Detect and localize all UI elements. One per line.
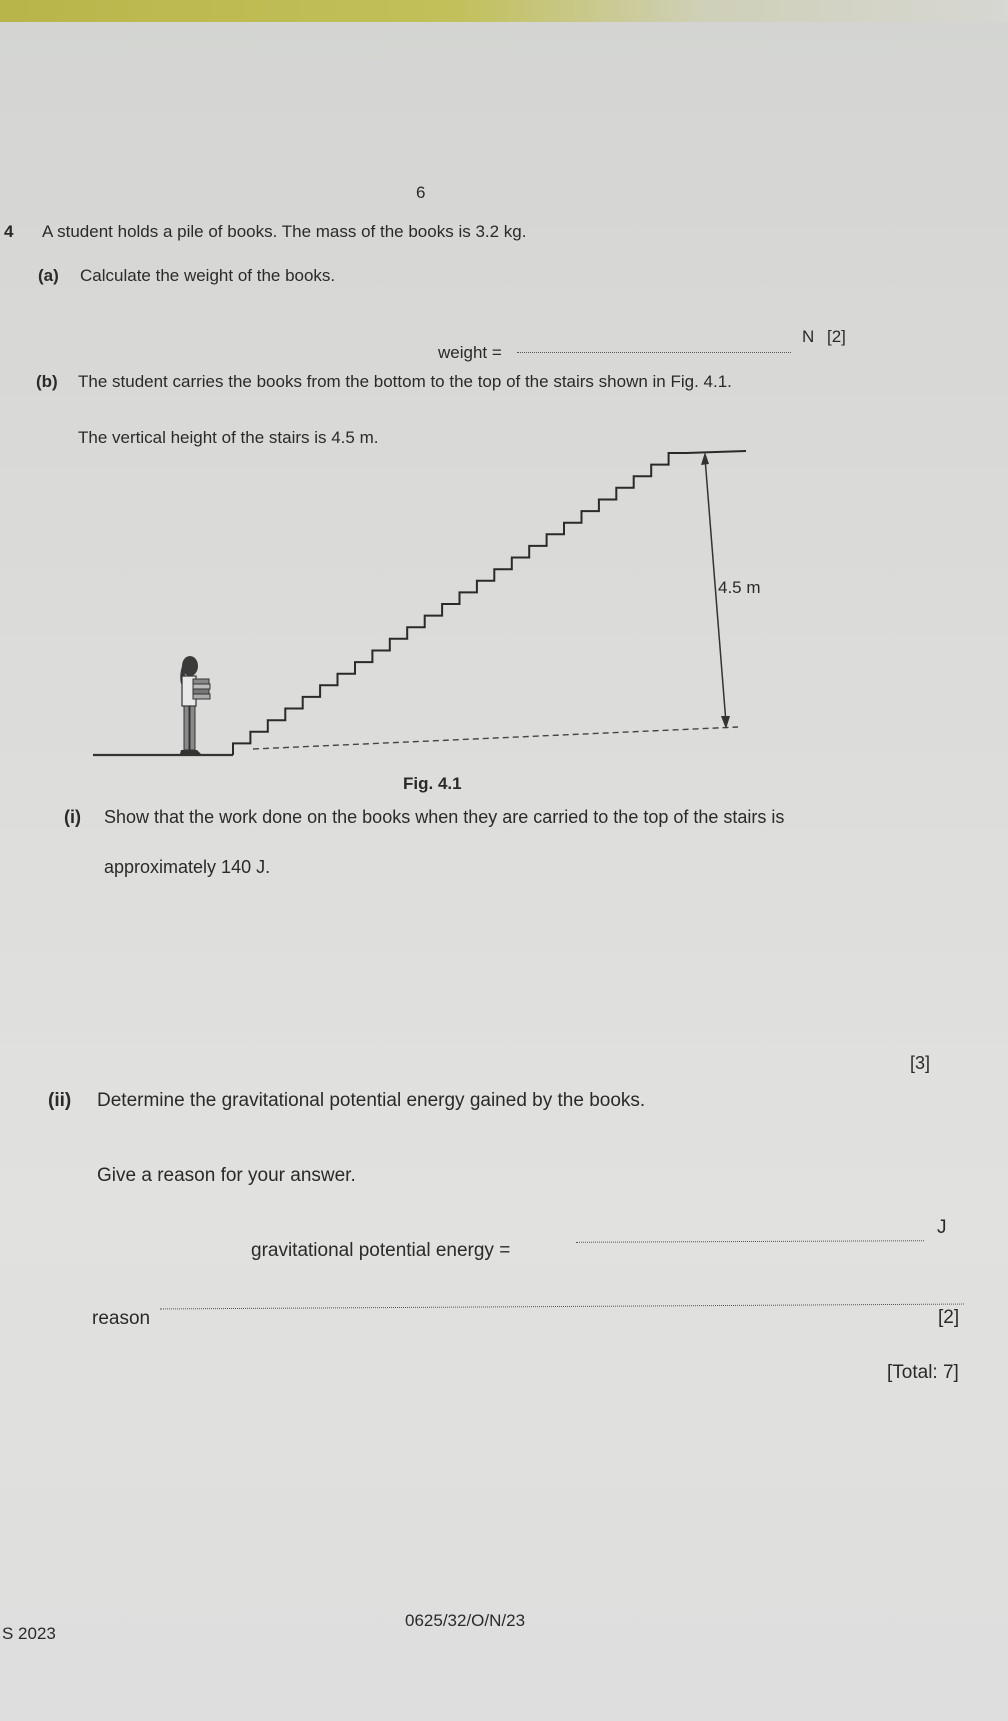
gpe-label: gravitational potential energy = — [251, 1240, 511, 1261]
sub-i-label: (i) — [64, 807, 81, 827]
sub-i-text-line1: Show that the work done on the books when they are carried to the top of the stairs is — [104, 807, 785, 827]
reason-label: reason — [92, 1308, 151, 1329]
question-total: [Total: 7] — [887, 1362, 959, 1383]
part-a-label: (a) — [38, 266, 59, 285]
footer-copyright: S 2023 — [2, 1624, 56, 1643]
sub-ii-text-line2: Give a reason for your answer. — [97, 1165, 356, 1186]
sub-i-text-line2: approximately 140 J. — [104, 857, 271, 877]
figure-caption: Fig. 4.1 — [403, 774, 462, 793]
part-b-text: The student carries the books from the bottom to the top of the stairs shown in Fig. 4.1. — [78, 372, 732, 391]
question-stem: A student holds a pile of books. The mass of the books is 3.2 kg. — [42, 222, 527, 241]
question-number: 4 — [4, 222, 14, 241]
part-a-marks: [2] — [827, 327, 846, 346]
student-figure — [180, 656, 210, 754]
footer-paper-code: 0625/32/O/N/23 — [405, 1611, 526, 1630]
weight-unit: N — [802, 327, 815, 346]
gpe-unit: J — [937, 1217, 947, 1238]
sub-ii-label: (ii) — [48, 1090, 72, 1111]
part-b-label: (b) — [36, 372, 58, 391]
staircase — [233, 453, 686, 755]
sub-ii-marks: [2] — [938, 1307, 960, 1328]
part-a-text: Calculate the weight of the books. — [80, 266, 336, 285]
figure-height-label: 4.5 m — [718, 578, 761, 597]
sub-i-marks: [3] — [910, 1053, 931, 1073]
weight-label: weight = — [438, 343, 502, 362]
part-b-height-text: The vertical height of the stairs is 4.5 m. — [78, 428, 379, 447]
datum-dashed-line — [253, 727, 738, 749]
sub-ii-text-line1: Determine the gravitational potential energy gained by the books. — [97, 1090, 646, 1111]
page-number: 6 — [416, 183, 426, 202]
top-landing — [686, 451, 746, 453]
